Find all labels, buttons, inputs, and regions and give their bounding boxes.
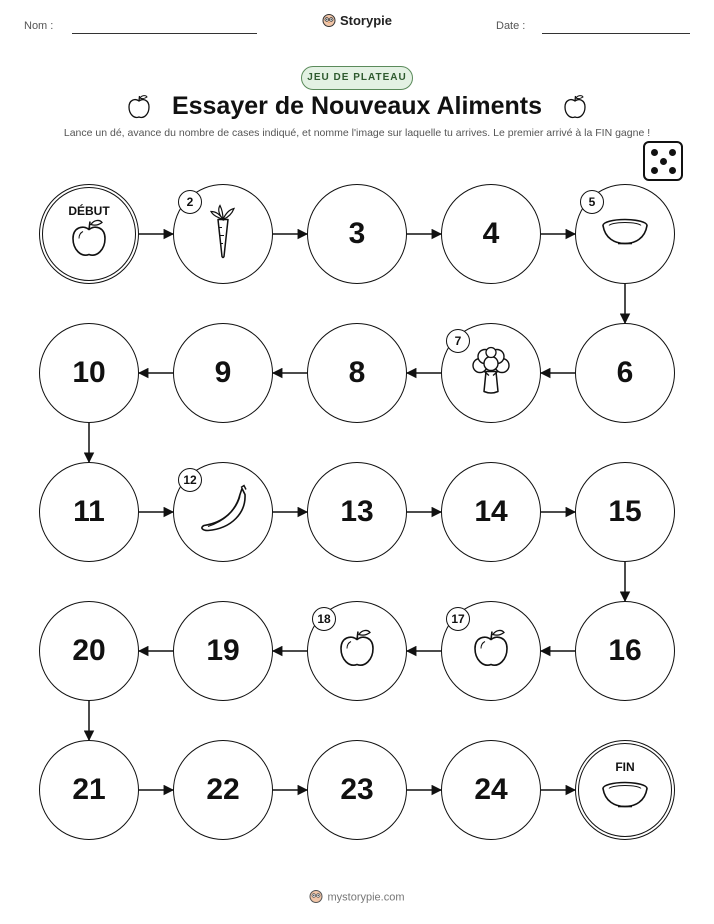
footer — [0, 889, 714, 906]
space-number: 20 — [72, 634, 106, 667]
banana-icon — [196, 485, 250, 540]
board-space — [575, 601, 675, 701]
space-number: 23 — [340, 773, 374, 806]
footer-url[interactable]: mystorypie.com — [327, 891, 405, 904]
space-number: 7 — [446, 329, 470, 353]
carrot-icon — [206, 204, 240, 265]
board-space — [441, 462, 541, 562]
apple-icon — [337, 627, 377, 676]
start-space — [39, 184, 139, 284]
brand-name: Storypie — [339, 13, 392, 28]
bowl-icon — [600, 780, 650, 815]
space-number: 2 — [178, 190, 202, 214]
board-space — [575, 184, 675, 284]
board-space — [307, 462, 407, 562]
board-space — [441, 740, 541, 840]
space-number: 3 — [348, 217, 366, 250]
name-label: Nom : — [24, 20, 54, 32]
start-label: DÉBUT — [68, 204, 110, 218]
space-number: 22 — [206, 773, 240, 806]
space-number: 12 — [178, 468, 202, 492]
board-space — [173, 740, 273, 840]
board-space — [173, 184, 273, 284]
board-space — [575, 323, 675, 423]
space-number: 21 — [72, 773, 106, 806]
board-space — [39, 462, 139, 562]
space-number: 16 — [608, 634, 642, 667]
space-number: 24 — [474, 773, 508, 806]
space-number: 6 — [616, 356, 634, 389]
apple-icon — [471, 627, 511, 676]
space-number: 19 — [206, 634, 240, 667]
board-space — [173, 601, 273, 701]
board-space — [39, 740, 139, 840]
space-number: 13 — [340, 495, 374, 528]
game-type-badge: JEU DE PLATEAU — [301, 66, 413, 90]
board-space — [575, 462, 675, 562]
space-number: 11 — [73, 495, 105, 528]
space-number: 18 — [312, 607, 336, 631]
board-space — [441, 323, 541, 423]
bowl-icon — [600, 217, 650, 252]
apple-icon — [69, 217, 109, 266]
broccoli-icon — [468, 346, 514, 401]
space-number: 10 — [72, 356, 106, 389]
space-number: 17 — [446, 607, 470, 631]
board-space — [173, 462, 273, 562]
page-title: Essayer de Nouveaux Aliments — [171, 92, 543, 120]
board-space — [441, 184, 541, 284]
space-number: 9 — [214, 356, 232, 389]
board-space — [307, 740, 407, 840]
space-number: 4 — [482, 217, 500, 250]
board-space — [307, 601, 407, 701]
end-space — [575, 740, 675, 840]
space-number: 8 — [348, 356, 366, 389]
owl-icon — [309, 889, 323, 906]
instructions: Lance un dé, avance du nombre de cases indiqué, et nomme l'image sur laquelle tu arrives. Le premier arrivé à la FIN gagne ! — [63, 127, 651, 139]
board-space — [307, 184, 407, 284]
board-space — [39, 601, 139, 701]
space-number: 5 — [580, 190, 604, 214]
space-number: 15 — [608, 495, 642, 528]
space-number: 14 — [474, 495, 508, 528]
date-label: Date : — [496, 20, 526, 32]
board-space — [307, 323, 407, 423]
board-space — [39, 323, 139, 423]
end-label: FIN — [615, 760, 635, 774]
board-space — [173, 323, 273, 423]
board-space — [441, 601, 541, 701]
